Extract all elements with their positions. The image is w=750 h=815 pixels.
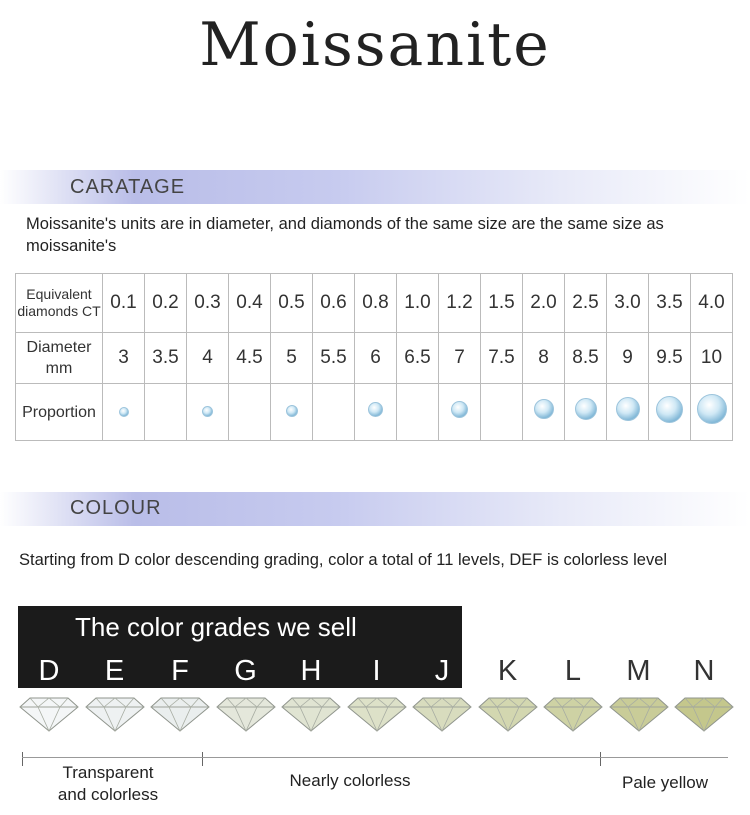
group-label-colorless: Transparent and colorless [57,763,159,804]
grade-letter: H [300,655,322,687]
proportion-cell [271,384,313,441]
proportion-cell [649,384,691,441]
proportion-row-label: Proportion [16,384,103,441]
diameter-cell: 4 [187,333,229,384]
grade-letter: I [372,655,381,687]
diamond-size-icon [575,398,597,420]
diamond-size-icon [368,402,383,417]
diamond-size-icon [697,394,727,424]
carat-cell: 0.6 [313,274,355,333]
carat-cell: 2.5 [565,274,607,333]
diamond-stone-icon [346,694,408,732]
diameter-cell: 6.5 [397,333,439,384]
carat-cell: 0.1 [103,274,145,333]
carat-row-label: Equivalent diamonds CT [16,274,103,333]
grade-letter: N [693,655,715,687]
diamond-stone-icon [280,694,342,732]
grade-letter: G [234,655,257,687]
carat-cell: 0.5 [271,274,313,333]
carat-cell: 3.5 [649,274,691,333]
diameter-cell: 8 [523,333,565,384]
proportion-cell [691,384,733,441]
proportion-cell [523,384,565,441]
proportion-cell [565,384,607,441]
diamond-stone-icon [673,694,735,732]
diamond-stone-icon [149,694,211,732]
proportion-cell [187,384,229,441]
carat-cell: 1.5 [481,274,523,333]
diameter-cell: 7 [439,333,481,384]
diameter-cell: 3 [103,333,145,384]
diameter-cell: 9 [607,333,649,384]
colour-band [0,492,750,526]
diamond-stone-icon [411,694,473,732]
diameter-cell: 8.5 [565,333,607,384]
diamond-stone-icon [84,694,146,732]
diamond-stone-icon [215,694,277,732]
colour-description: Starting from D color descending grading, color a total of 11 levels, DEF is colorless level [19,551,668,569]
group-label-pale-yellow: Pale yellow [622,773,708,792]
colour-heading: COLOUR [70,497,162,519]
diamond-stone-icon [608,694,670,732]
caratage-description: Moissanite's units are in diameter, and diamonds of the same size are the same size as moissanite's [26,215,664,255]
grade-letter: F [171,655,189,687]
carat-cell: 1.2 [439,274,481,333]
diamond-stone-icon [477,694,539,732]
carat-cell: 0.3 [187,274,229,333]
diameter-cell: 6 [355,333,397,384]
diameter-cell: 3.5 [145,333,187,384]
diamond-stone-icon [18,694,80,732]
proportion-cell [397,384,439,441]
group-bracket-left [22,752,23,766]
group-bracket-right [600,752,601,766]
page-title: Moissanite [199,10,551,80]
proportion-cell [103,384,145,441]
carat-cell: 1.0 [397,274,439,333]
diamond-size-icon [451,401,468,418]
carat-cell: 0.2 [145,274,187,333]
diameter-cell: 10 [691,333,733,384]
proportion-cell [439,384,481,441]
grade-letter: J [434,655,450,687]
proportion-cell [481,384,523,441]
sold-grades-title: The color grades we sell [75,612,357,642]
proportion-cell [313,384,355,441]
carat-cell: 0.4 [229,274,271,333]
group-label-nearly-colorless: Nearly colorless [289,771,411,790]
proportion-cell [229,384,271,441]
diamond-size-icon [616,397,640,421]
diameter-cell: 5.5 [313,333,355,384]
caratage-heading: CARATAGE [70,176,186,198]
proportion-cell [145,384,187,441]
grade-letter: M [626,655,651,687]
diamond-size-icon [656,396,683,423]
group-bracket-mid [202,752,203,766]
diamond-stone-icon [542,694,604,732]
grade-letter: D [38,655,60,687]
carat-cell: 3.0 [607,274,649,333]
carat-cell: 4.0 [691,274,733,333]
diameter-cell: 9.5 [649,333,691,384]
diameter-cell: 4.5 [229,333,271,384]
diameter-cell: 5 [271,333,313,384]
caratage-table [15,273,733,441]
diameter-row-label: Diameter mm [16,333,103,384]
carat-cell: 0.8 [355,274,397,333]
diamond-size-icon [534,399,554,419]
grade-letter: K [497,655,518,687]
diamond-size-icon [286,405,298,417]
diamond-size-icon [119,407,129,417]
group-bracket-line [22,757,728,758]
carat-cell: 2.0 [523,274,565,333]
proportion-cell [355,384,397,441]
proportion-cell [607,384,649,441]
caratage-band [0,170,750,204]
diameter-cell: 7.5 [481,333,523,384]
grade-letter: L [564,655,582,687]
grade-letter: E [104,655,125,687]
diamond-size-icon [202,406,213,417]
